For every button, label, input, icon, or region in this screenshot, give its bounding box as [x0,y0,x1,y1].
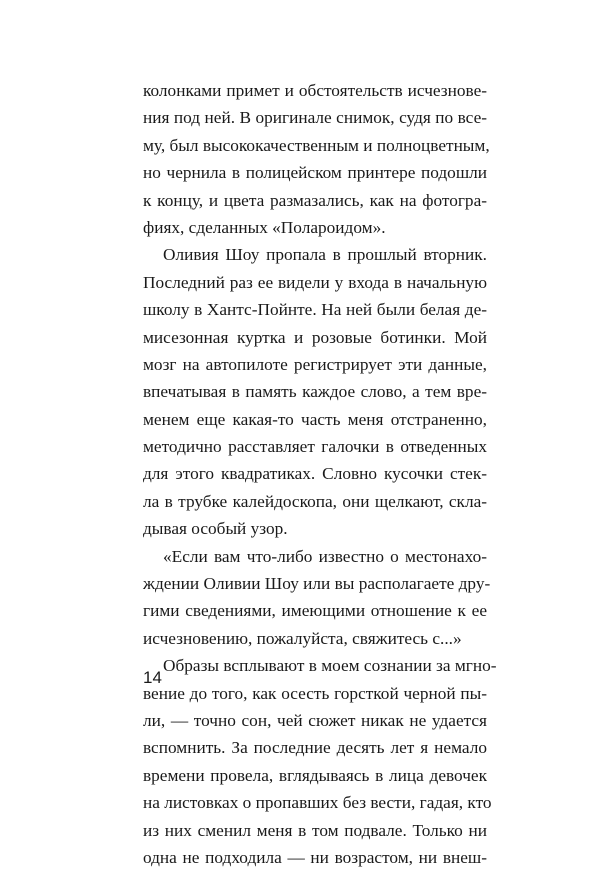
page-number: 14 [143,668,162,687]
text-line: дывая особый узор. [143,519,288,539]
text-line: к концу, и цвета размазались, как на фотогра- [143,190,487,210]
text-line: ждении Оливии Шоу или вы располагаете дру- [143,574,491,594]
text-line: ли, — точно сон, чей сюжет никак не удается [143,710,487,730]
text-line: мисезонная куртка и розовые ботинки. Мой [143,327,487,347]
text-line: впечатывая в память каждое слово, а тем вре- [143,382,487,402]
text-line: школу в Хантс-Пойнте. На ней были белая де- [143,300,487,320]
text-line: вспомнить. За последние десять лет я немало [143,738,487,758]
text-line: Образы всплывают в моем сознании за мгно- [163,656,497,676]
text-line: одна не подходила — ни возрастом, ни внеш- [143,847,487,867]
text-line: ния под ней. В оригинале снимок, судя по все- [143,108,487,128]
text-line: колонками примет и обстоятельств исчезнове- [143,81,487,100]
text-line: гими сведениями, имеющими отношение к ее [143,601,487,621]
text-line: из них сменил меня в том подвале. Только ни [143,820,487,840]
text-line: менем еще какая-то часть меня отстраненно, [143,409,487,429]
text-line: для этого квадратиках. Словно кусочки стек- [143,464,487,484]
text-line: но чернила в полицейском принтере подошли [143,163,487,183]
text-line: Оливия Шоу пропала в прошлый вторник. [163,245,487,265]
text-line: Последний раз ее видели у входа в начальную [143,272,487,292]
text-line: времени провела, вглядываясь в лица девочек [143,765,487,785]
text-line: мозг на автопилоте регистрирует эти данные, [143,354,487,374]
text-line: «Если вам что-либо известно о местонахо- [163,546,487,566]
body-text [143,77,497,871]
text-line: на листовках о пропавших без вести, гадая, кто [143,793,492,813]
text-line: фиях, сделанных «Полароидом». [143,217,386,237]
text-line: му, был высококачественным и полноцветным, [143,135,490,155]
text-line: ла в трубке калейдоскопа, они щелкают, скла- [143,491,487,511]
text-line: методично расставляет галочки в отведенных [143,437,487,457]
text-line: исчезновению, пожалуйста, свяжитесь с...» [143,628,462,648]
text-line: вение до того, как осесть горсткой черной пы- [143,683,487,703]
